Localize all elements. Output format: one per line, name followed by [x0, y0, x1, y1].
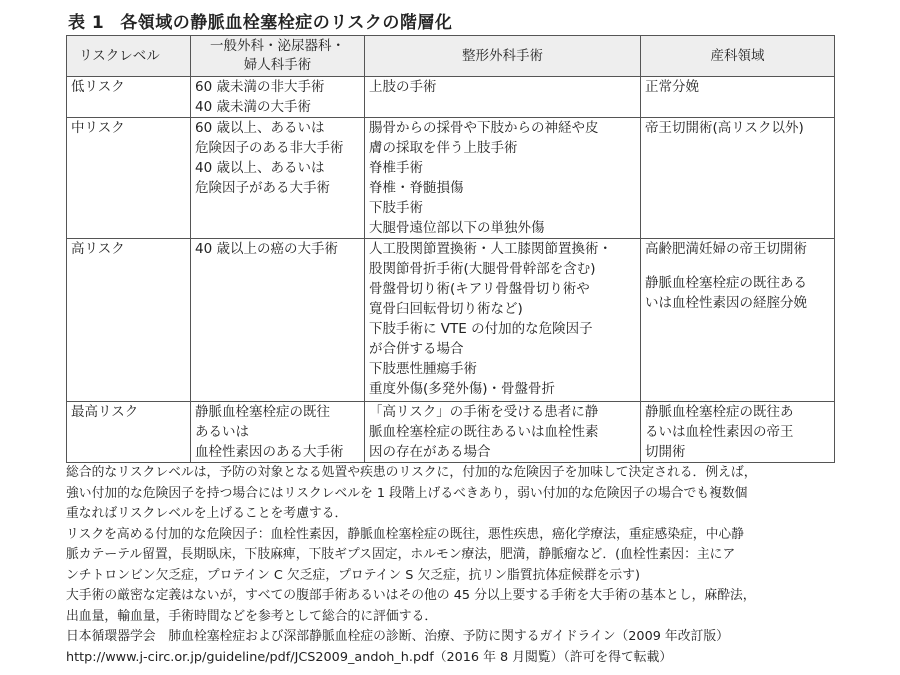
- cell-line: 大腿骨遠位部以下の単独外傷: [369, 220, 545, 236]
- cell-general: [191, 118, 365, 239]
- cell-line: 40 歳未満の大手術: [195, 99, 311, 115]
- cell-level: 最高リスク: [67, 402, 191, 463]
- cell-ortho: [365, 77, 641, 118]
- cell-line: 危険因子のある非大手術: [195, 140, 344, 156]
- cell-level: 低リスク: [67, 77, 191, 118]
- cell-line: 膚の採取を伴う上肢手術: [369, 140, 518, 156]
- cell-line: あるいは: [195, 424, 249, 440]
- header-orthopedic: 整形外科手術: [365, 36, 641, 77]
- cell-line: 寛骨臼回転骨切り術など): [369, 301, 523, 317]
- cell-line: 股関節骨折手術(大腿骨骨幹部を含む): [369, 261, 596, 277]
- footnote-line: リスクを高める付加的な危険因子：血栓性素因，静脈血栓塞栓症の既往，悪性疾患，癌化学療法，重症感染症，中心静: [66, 526, 744, 542]
- footnote-line: 重なればリスクレベルを上げることを考慮する．: [66, 506, 348, 521]
- cell-general: [191, 239, 365, 402]
- cell-ortho: [365, 402, 641, 463]
- cell-line: 40 歳以上の癌の大手術: [195, 241, 338, 257]
- cell-line: 上肢の手術: [369, 79, 437, 95]
- header-row: [67, 36, 835, 77]
- table-row-medium-risk: [67, 118, 835, 239]
- cell-line: 血栓性素因のある大手術: [195, 444, 344, 460]
- header-general-line: 一般外科・泌尿器科・: [210, 38, 345, 54]
- cell-line: 正常分娩: [645, 79, 699, 95]
- cell-obstetric: [641, 77, 835, 118]
- cell-general: [191, 77, 365, 118]
- footnote-line: 脈カテーテル留置，長期臥床，下肢麻痺，下肢ギプス固定，ホルモン療法，肥満，静脈瘤など．(血栓性素因：主にア: [66, 547, 736, 562]
- footnote-line: 出血量，輸血量，手術時間などを参考として総合的に評価する．: [66, 608, 438, 624]
- table-footnotes: [66, 463, 848, 668]
- cell-spacer: [645, 259, 832, 273]
- cell-line: 危険因子がある大手術: [195, 180, 330, 196]
- table-row-low-risk: [67, 77, 835, 118]
- cell-line: 脊椎・脊髄損傷: [369, 180, 464, 196]
- cell-line: 高齢肥満妊婦の帝王切開術: [645, 241, 807, 257]
- cell-line: 静脈血栓塞栓症の既往: [195, 404, 330, 420]
- cell-line: 骨盤骨切り術(キアリ骨盤骨切り術や: [369, 281, 590, 297]
- cell-ortho: [365, 239, 641, 402]
- cell-line: 静脈血栓塞栓症の既往ある: [645, 275, 807, 291]
- cell-line: 「高リスク」の手術を受ける患者に静: [369, 404, 599, 420]
- footnote-line: 大手術の厳密な定義はないが，すべての腹部手術あるいはその他の 45 分以上要する手術を大手術の基本とし，麻酔法，: [66, 588, 756, 603]
- header-general-surgery: [191, 36, 365, 77]
- header-risk-level: リスクレベル: [67, 36, 191, 77]
- header-obstetric: 産科領域: [641, 36, 835, 77]
- cell-line: 40 歳以上、あるいは: [195, 160, 325, 176]
- cell-line: 因の存在がある場合: [369, 444, 491, 460]
- cell-line: 下肢悪性腫瘍手術: [369, 361, 477, 377]
- source-url: http://www.j-circ.or.jp/guideline/pdf/JCS2009_andoh_h.pdf（2016 年 8 月閲覧）（許可を得て転載）: [66, 649, 673, 665]
- cell-line: 帝王切開術(高リスク以外): [645, 120, 804, 136]
- cell-line: 切開術: [645, 444, 686, 460]
- cell-line: るいは血栓性素因の帝王: [645, 424, 794, 440]
- cell-line: が合併する場合: [369, 341, 464, 357]
- table-row-high-risk: [67, 239, 835, 402]
- cell-line: 下肢手術に VTE の付加的な危険因子: [369, 321, 593, 337]
- cell-line: 重度外傷(多発外傷)・骨盤骨折: [369, 381, 556, 397]
- cell-line: 脊椎手術: [369, 160, 423, 176]
- footnote-line: ンチトロンビン欠乏症，プロテイン C 欠乏症，プロテイン S 欠乏症，抗リン脂質抗体症候群を示す): [66, 567, 640, 583]
- cell-line: 60 歳未満の非大手術: [195, 79, 325, 95]
- cell-level: 高リスク: [67, 239, 191, 402]
- footnote-line: 総合的なリスクレベルは，予防の対象となる処置や疾患のリスクに，付加的な危険因子を加味して決定される．例えば，: [66, 465, 757, 480]
- source-citation: 日本循環器学会 肺血栓塞栓症および深部静脈血栓症の診断、治療、予防に関するガイドライン（2009 年改訂版）: [66, 629, 729, 644]
- footnote-line: 強い付加的な危険因子を持つ場合にはリスクレベルを 1 段階上げるべきあり，弱い付加的な危険因子の場合でも複数個: [66, 485, 748, 501]
- table-title: [68, 8, 452, 33]
- cell-line: 静脈血栓塞栓症の既往あ: [645, 404, 794, 420]
- cell-obstetric: [641, 118, 835, 239]
- cell-obstetric: [641, 239, 835, 402]
- cell-level: 中リスク: [67, 118, 191, 239]
- table-row-highest-risk: [67, 402, 835, 463]
- table-number: 表 1: [68, 13, 105, 33]
- cell-line: 脈血栓塞栓症の既往あるいは血栓性素: [369, 424, 599, 440]
- cell-line: 下肢手術: [369, 200, 423, 216]
- cell-line: 人工股関節置換術・人工膝関節置換術・: [369, 241, 612, 257]
- cell-ortho: [365, 118, 641, 239]
- cell-obstetric: [641, 402, 835, 463]
- cell-line: いは血栓性素因の経腟分娩: [645, 295, 807, 311]
- header-general-line: 婦人科手術: [243, 57, 312, 73]
- table-title-text: 各領域の静脈血栓塞栓症のリスクの階層化: [120, 13, 453, 33]
- cell-line: 腸骨からの採骨や下肢からの神経や皮: [369, 120, 599, 136]
- risk-table: [66, 35, 835, 463]
- cell-line: 60 歳以上、あるいは: [195, 120, 325, 136]
- cell-general: [191, 402, 365, 463]
